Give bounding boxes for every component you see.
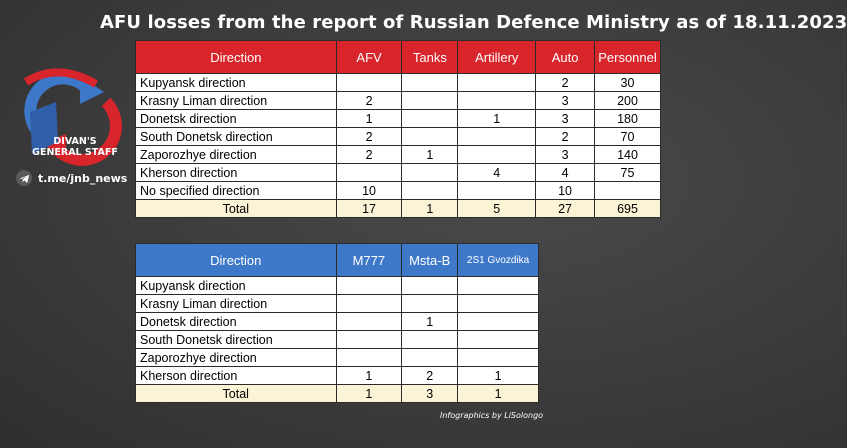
cell-msta-b: 2 (402, 367, 458, 385)
table-row (136, 128, 661, 146)
table-row (136, 182, 661, 200)
total-label: Total (136, 385, 337, 403)
cell-personnel: 180 (594, 110, 660, 128)
cell-personnel: 140 (594, 146, 660, 164)
cell-afv: 2 (336, 128, 402, 146)
cell-afv: 10 (336, 182, 402, 200)
header-2s1-gvozdika: 2S1 Gvozdika (458, 244, 539, 277)
table-header-row (136, 41, 661, 74)
cell-tanks (402, 164, 458, 182)
cell-gvozdika (458, 277, 539, 295)
cell-msta-b (402, 295, 458, 313)
losses-table (135, 40, 661, 218)
cell-direction: Zaporozhye direction (136, 349, 337, 367)
cell-gvozdika (458, 295, 539, 313)
table-row (136, 367, 539, 385)
total-gvozdika: 1 (458, 385, 539, 403)
cell-direction: No specified direction (136, 182, 337, 200)
cell-auto: 3 (536, 110, 595, 128)
cell-m777 (336, 331, 402, 349)
logo-line-2: GENERAL STAFF (32, 147, 118, 158)
table-row (136, 110, 661, 128)
cell-direction: Zaporozhye direction (136, 146, 337, 164)
table-row (136, 164, 661, 182)
total-row (136, 385, 539, 403)
header-direction: Direction (136, 41, 337, 74)
header-personnel: Personnel (594, 41, 660, 74)
cell-gvozdika (458, 313, 539, 331)
total-row (136, 200, 661, 218)
header-direction: Direction (136, 244, 337, 277)
cell-afv (336, 74, 402, 92)
header-afv: AFV (336, 41, 402, 74)
total-msta-b: 3 (402, 385, 458, 403)
total-tanks: 1 (402, 200, 458, 218)
cell-personnel: 200 (594, 92, 660, 110)
logo-line-1: DIVAN'S (53, 136, 97, 147)
table-row (136, 74, 661, 92)
cell-afv: 2 (336, 92, 402, 110)
cell-msta-b: 1 (402, 313, 458, 331)
table-row (136, 295, 539, 313)
telegram-link[interactable] (16, 170, 127, 186)
artillery-table (135, 243, 539, 403)
telegram-label: t.me/jnb_news (38, 171, 128, 185)
header-msta-b: Msta-B (402, 244, 458, 277)
cell-afv: 2 (336, 146, 402, 164)
cell-direction: South Donetsk direction (136, 128, 337, 146)
table-row (136, 313, 539, 331)
cell-msta-b (402, 277, 458, 295)
total-auto: 27 (536, 200, 595, 218)
cell-tanks: 1 (402, 146, 458, 164)
table-row (136, 349, 539, 367)
cell-msta-b (402, 349, 458, 367)
header-artillery: Artillery (458, 41, 536, 74)
cell-gvozdika: 1 (458, 367, 539, 385)
table-row (136, 277, 539, 295)
cell-tanks (402, 92, 458, 110)
table-row (136, 331, 539, 349)
cell-direction: Kupyansk direction (136, 277, 337, 295)
cell-artillery (458, 92, 536, 110)
cell-artillery (458, 74, 536, 92)
cell-afv: 1 (336, 110, 402, 128)
cell-afv (336, 164, 402, 182)
cell-direction: Kherson direction (136, 164, 337, 182)
cell-artillery: 1 (458, 110, 536, 128)
cell-tanks (402, 74, 458, 92)
cell-auto: 2 (536, 128, 595, 146)
telegram-icon (16, 170, 32, 186)
cell-direction: South Donetsk direction (136, 331, 337, 349)
cell-m777 (336, 277, 402, 295)
header-tanks: Tanks (402, 41, 458, 74)
cell-personnel: 70 (594, 128, 660, 146)
cell-m777: 1 (336, 367, 402, 385)
cell-m777 (336, 313, 402, 331)
table-header-row (136, 244, 539, 277)
logo-text (0, 136, 150, 158)
cell-direction: Krasny Liman direction (136, 92, 337, 110)
total-afv: 17 (336, 200, 402, 218)
cell-auto: 3 (536, 92, 595, 110)
cell-gvozdika (458, 331, 539, 349)
cell-msta-b (402, 331, 458, 349)
total-personnel: 695 (594, 200, 660, 218)
cell-auto: 3 (536, 146, 595, 164)
cell-direction: Kupyansk direction (136, 74, 337, 92)
cell-tanks (402, 110, 458, 128)
table-row (136, 146, 661, 164)
cell-artillery (458, 146, 536, 164)
cell-artillery (458, 182, 536, 200)
cell-auto: 10 (536, 182, 595, 200)
cell-tanks (402, 128, 458, 146)
cell-personnel: 75 (594, 164, 660, 182)
credit-text: Infographics by LiSolongo (440, 411, 544, 420)
header-m777: M777 (336, 244, 402, 277)
header-auto: Auto (536, 41, 595, 74)
cell-direction: Donetsk direction (136, 110, 337, 128)
page-title: AFU losses from the report of Russian Defence Ministry as of 18.11.2023 (100, 12, 847, 33)
cell-m777 (336, 295, 402, 313)
cell-gvozdika (458, 349, 539, 367)
total-label: Total (136, 200, 337, 218)
cell-direction: Kherson direction (136, 367, 337, 385)
cell-auto: 2 (536, 74, 595, 92)
cell-m777 (336, 349, 402, 367)
cell-tanks (402, 182, 458, 200)
cell-personnel (594, 182, 660, 200)
cell-auto: 4 (536, 164, 595, 182)
total-m777: 1 (336, 385, 402, 403)
cell-artillery (458, 128, 536, 146)
cell-personnel: 30 (594, 74, 660, 92)
cell-direction: Donetsk direction (136, 313, 337, 331)
table-row (136, 92, 661, 110)
cell-direction: Krasny Liman direction (136, 295, 337, 313)
total-artillery: 5 (458, 200, 536, 218)
cell-artillery: 4 (458, 164, 536, 182)
